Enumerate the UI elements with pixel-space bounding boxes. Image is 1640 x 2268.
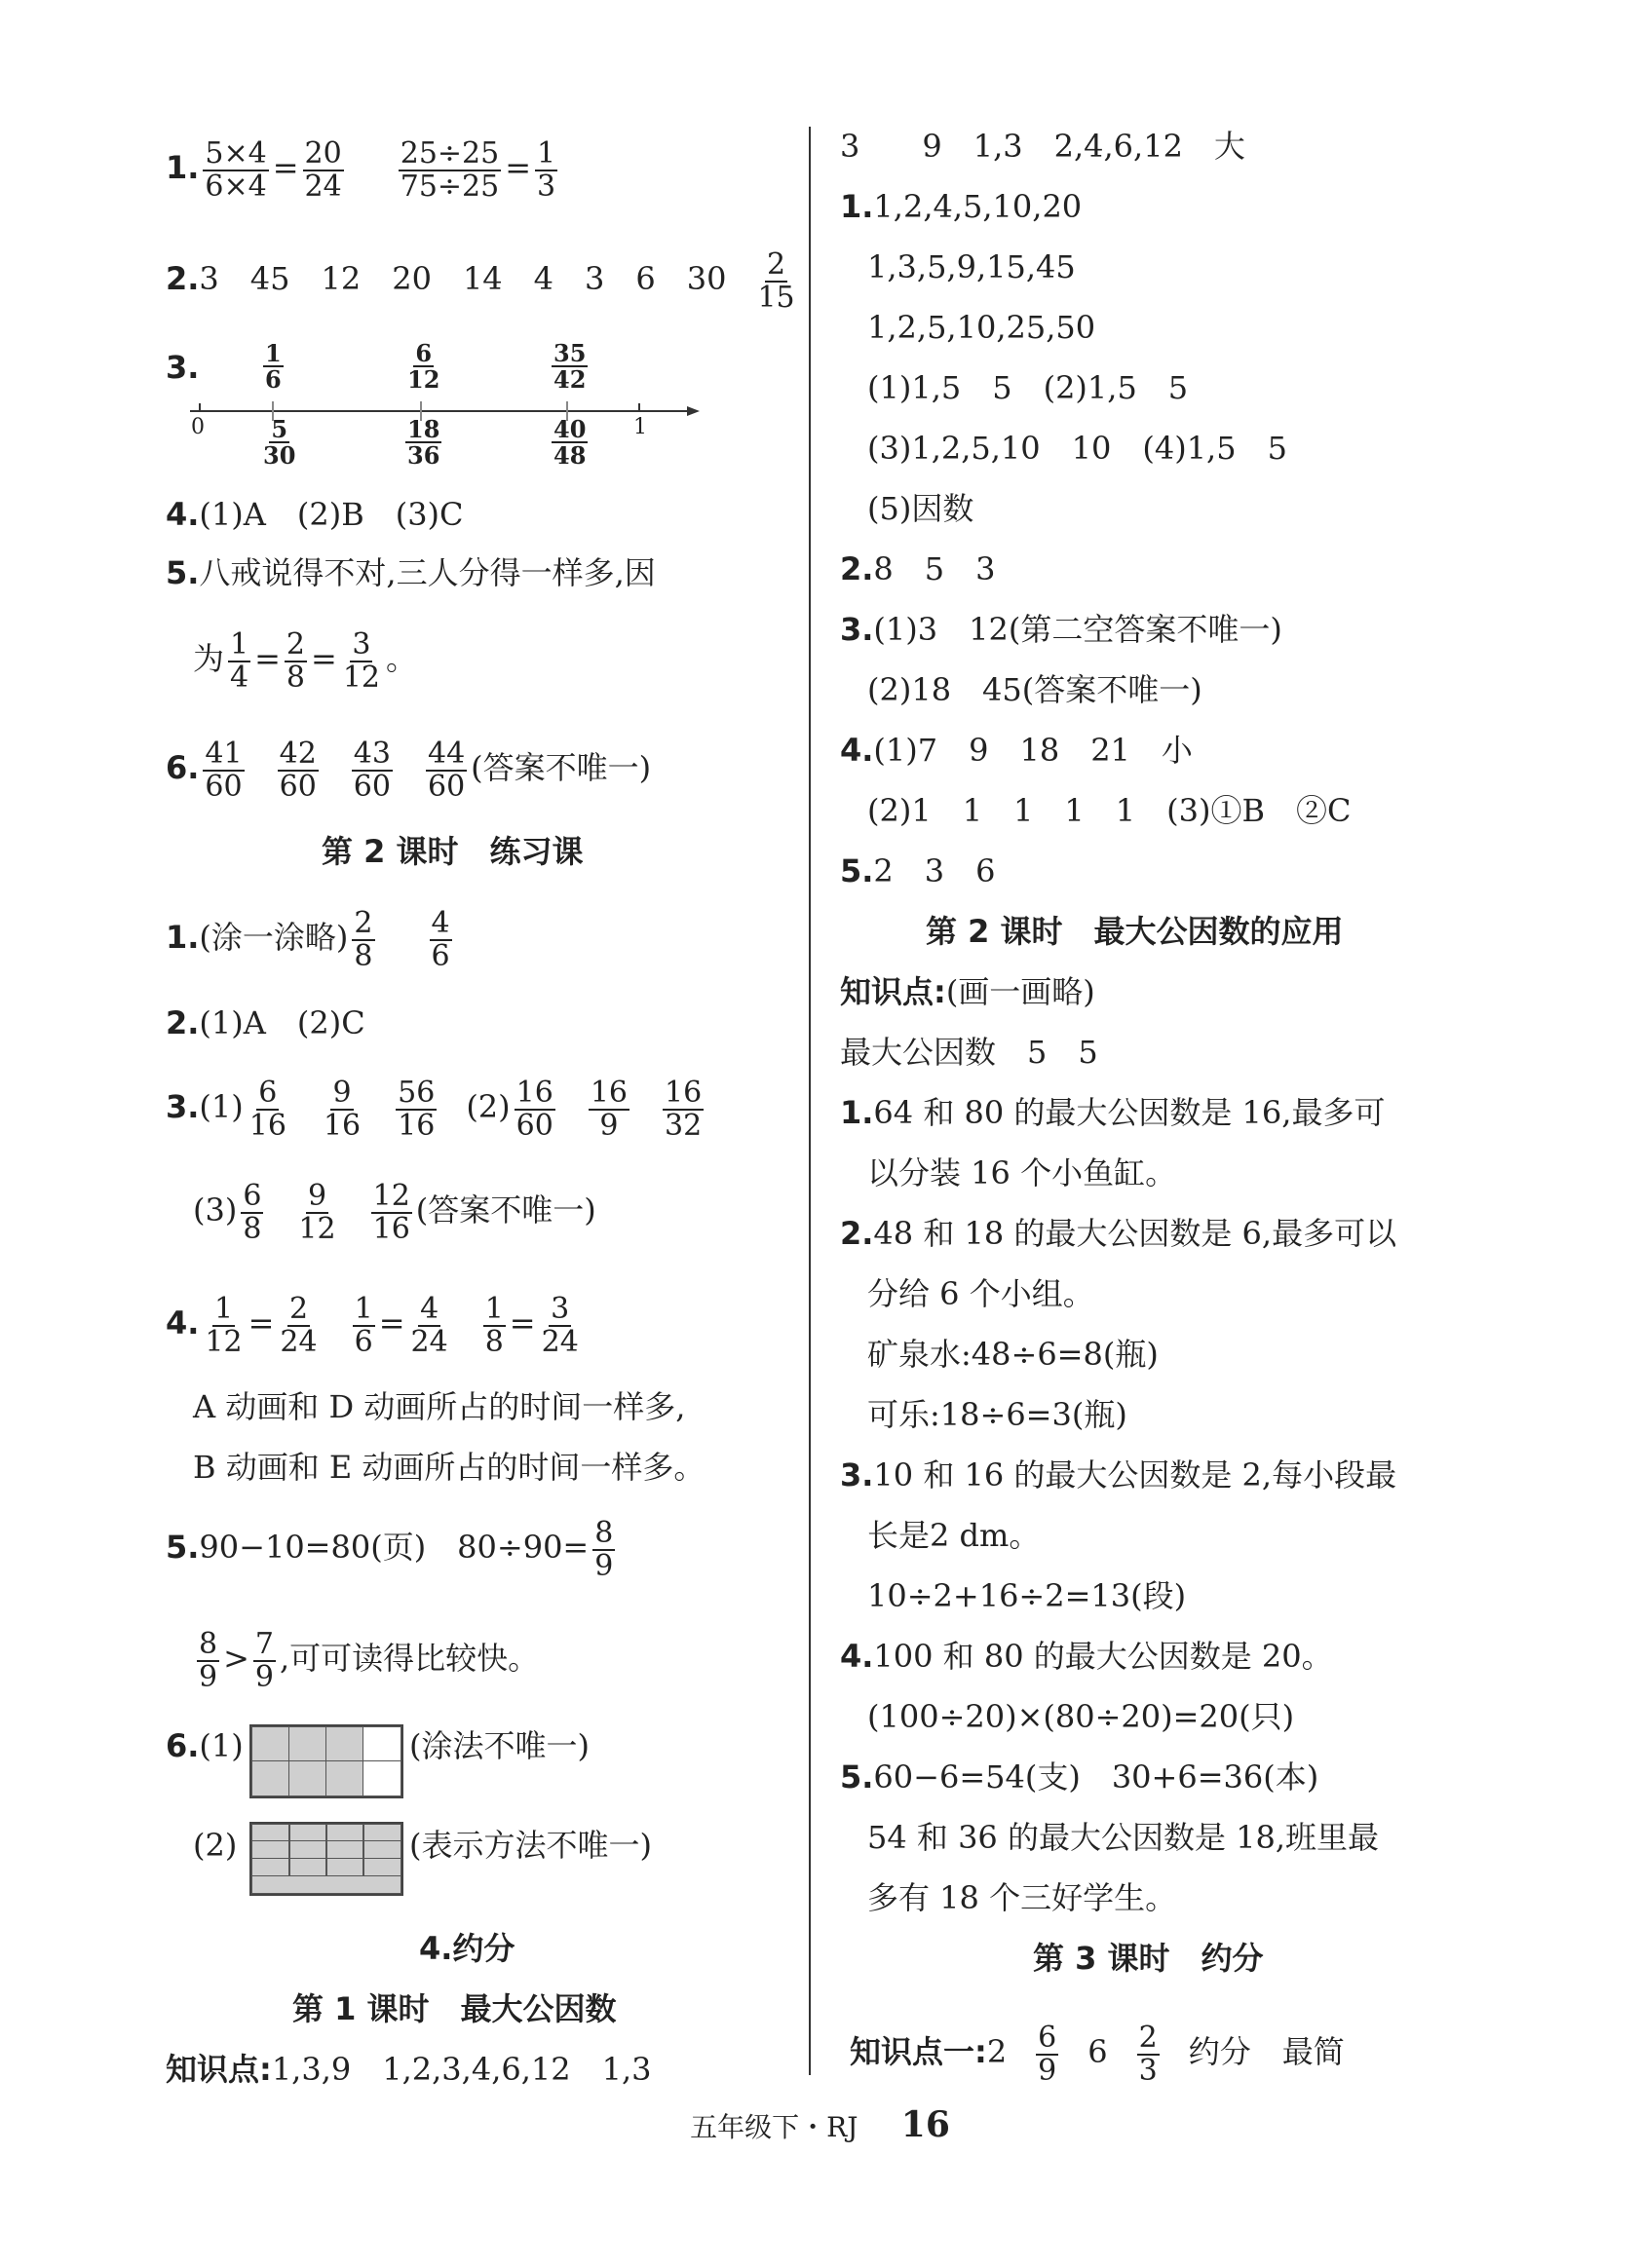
left-p6-note1: (涂法不唯一) — [409, 1727, 590, 1764]
fraction: $\frac{2}{3}$ — [1138, 2021, 1158, 2088]
fraction: 40 48 — [553, 415, 587, 471]
left-p6-note2: (表示方法不唯一) — [409, 1827, 652, 1864]
fraction: $\frac{2}{15}$ — [757, 247, 795, 315]
left-p3-line2: (3) $\frac{6}{8}$ $\frac{9}{12}$ $\frac{12}{16}$ (答案不唯一) — [193, 1179, 596, 1246]
fraction: $\frac{5\times 4}{6\times 4}$ — [205, 136, 267, 204]
right-s4-l1: 4.100 和 80 的最大公因数是 20。 — [840, 1638, 1333, 1675]
fraction: $\frac{56}{16}$ — [398, 1076, 436, 1143]
fraction: $\frac{12}{16}$ — [372, 1179, 410, 1246]
right-s4-l2: (100÷20)×(80÷20)=20(只) — [867, 1698, 1295, 1735]
right-s1-l2: 以分装 16 个小鱼缸。 — [867, 1154, 1177, 1191]
left-q6: 6. $\frac{41}{60}$ $\frac{42}{60}$ $\frac{43}{60}$ $\frac{44}{60}$ (答案不唯一) — [166, 737, 652, 804]
fraction: $\frac{1}{12}$ — [205, 1292, 243, 1359]
page-footer — [0, 2104, 1640, 2145]
left-q4: 4.(1)A (2)B (3)C — [166, 496, 464, 533]
fraction: $\frac{8}{9}$ — [594, 1516, 614, 1583]
right-r2: 2.8 5 3 — [840, 550, 996, 587]
fraction: $\frac{1}{8}$ — [484, 1292, 504, 1359]
left-p5-line2: $\frac{8}{9}$ > $\frac{7}{9}$ ,可可读得比较快。 — [199, 1627, 540, 1694]
left-p6-label: 6.(1) — [166, 1727, 244, 1764]
right-r4-l1: 4.(1)7 9 18 21 小 — [840, 732, 1193, 769]
fraction: $\frac{1}{6}$ — [354, 1292, 373, 1359]
right-r3-l2: (2)18 45(答案不唯一) — [867, 671, 1202, 708]
right-r1-l1: 1.1,2,4,5,10,20 — [840, 188, 1083, 225]
fraction: 35 42 — [553, 339, 587, 395]
right-s2-l2: 分给 6 个小组。 — [867, 1275, 1094, 1312]
right-r1-l6: (5)因数 — [867, 490, 974, 527]
right-s5-l1: 5.60−6=54(支) 30+6=36(本) — [840, 1758, 1319, 1796]
fraction: $\frac{25\div 25}{75\div 25}$ — [400, 136, 500, 204]
right-s2-l4: 可乐:18÷6=3(瓶) — [867, 1396, 1127, 1433]
fraction: $\frac{7}{9}$ — [254, 1627, 274, 1694]
section-title: 4.约分 — [419, 1930, 515, 1967]
left-p1: 1.(涂一涂略) $\frac{2}{8}$ $\frac{4}{6}$ — [166, 906, 450, 973]
right-r1-l4: (1)1,5 5 (2)1,5 5 — [867, 369, 1189, 406]
right-r5: 5.2 3 6 — [840, 852, 996, 889]
left-knowledge: 知识点:1,3,9 1,2,3,4,6,12 1,3 — [166, 2051, 652, 2088]
section-title: 第 3 课时 约分 — [1033, 1940, 1264, 1977]
fraction: $\frac{3}{24}$ — [541, 1292, 579, 1359]
right-s3-l3: 10÷2+16÷2=13(段) — [867, 1577, 1187, 1614]
number-line: 0 1 1 6 6 12 35 42 5 30 18 36 40 48 — [185, 343, 702, 479]
left-p3-line1: 3.(1) $\frac{6}{16}$ $\frac{9}{16}$ $\frac{56}{16}$ (2) $\frac{16}{60}$ $\frac{16}{9}$ $\frac{16}{32}$ — [166, 1076, 703, 1143]
fraction: $\frac{16}{9}$ — [590, 1076, 629, 1143]
fraction: $\frac{3}{12}$ — [342, 627, 381, 695]
grade-label: 五年级下・RJ — [690, 2111, 858, 2143]
left-p5-line1: 5.90−10=80(页) 80÷90= $\frac{8}{9}$ — [166, 1516, 614, 1583]
right-r4-l2: (2)1 1 1 1 1 (3)①B ②C — [867, 792, 1352, 829]
fraction: $\frac{8}{9}$ — [199, 1627, 218, 1694]
right-s3-l2: 长是2 dm。 — [867, 1517, 1041, 1554]
shaded-grid-2 — [249, 1822, 403, 1896]
fraction: $\frac{1}{4}$ — [230, 627, 249, 695]
fraction: $\frac{2}{8}$ — [286, 627, 306, 695]
shaded-grid-1 — [249, 1724, 403, 1798]
right-r3-l1: 3.(1)3 12(第二空答案不唯一) — [840, 611, 1282, 648]
column-divider — [809, 127, 811, 2075]
left-q5-line1: 5.八戒说得不对,三人分得一样多,因 — [166, 554, 656, 591]
left-q1: 1. $\frac{5\times 4}{6\times 4}$ = $\frac{20}{24}$ $\frac{25\div 25}{75\div 25}$ = $\frac{1}{3}$ — [166, 136, 556, 204]
right-r1-l5: (3)1,2,5,10 10 (4)1,5 5 — [867, 430, 1287, 467]
fraction: $\frac{16}{60}$ — [515, 1076, 553, 1143]
right-s2-l1: 2.48 和 18 的最大公因数是 6,最多可以 — [840, 1215, 1397, 1252]
right-line0: 3 9 1,3 2,4,6,12 大 — [840, 128, 1245, 165]
fraction: $\frac{6}{16}$ — [248, 1076, 286, 1143]
page-number: 16 — [900, 2104, 950, 2145]
left-p6-label2: (2) — [193, 1827, 238, 1864]
fraction: $\frac{43}{60}$ — [353, 737, 391, 804]
fraction: $\frac{4}{24}$ — [410, 1292, 448, 1359]
section-subtitle: 第 1 课时 最大公因数 — [292, 1990, 617, 2027]
fraction: $\frac{44}{60}$ — [427, 737, 466, 804]
fraction: $\frac{9}{16}$ — [323, 1076, 362, 1143]
fraction: $\frac{9}{12}$ — [298, 1179, 336, 1246]
left-q3-label: 3. — [166, 349, 200, 386]
right-s3-l1: 3.10 和 16 的最大公因数是 2,每小段最 — [840, 1456, 1397, 1493]
left-p4-line2: A 动画和 D 动画所占的时间一样多, — [193, 1388, 686, 1425]
right-knowledge-3: 知识点一:2 $\frac{6}{9}$ 6 $\frac{2}{3}$ 约分 最简 — [850, 2021, 1345, 2088]
fraction: $\frac{1}{3}$ — [537, 136, 556, 204]
left-p4-line3: B 动画和 E 动画所占的时间一样多。 — [193, 1449, 706, 1486]
fraction: $\frac{6}{9}$ — [1038, 2021, 1057, 2088]
section-title: 第 2 课时 练习课 — [322, 833, 584, 870]
fraction: $\frac{20}{24}$ — [304, 136, 342, 204]
left-q2: 2.3 45 12 20 14 4 3 6 30 $\frac{2}{15}$ — [166, 247, 795, 315]
right-s5-l3: 多有 18 个三好学生。 — [867, 1879, 1177, 1916]
right-knowledge-2: 最大公因数 5 5 — [840, 1034, 1098, 1071]
fraction: $\frac{42}{60}$ — [279, 737, 317, 804]
right-r1-l2: 1,3,5,9,15,45 — [867, 248, 1076, 285]
fraction: $\frac{41}{60}$ — [205, 737, 243, 804]
left-p4-line1: 4. $\frac{1}{12}$ = $\frac{2}{24}$ $\frac{1}{6}$ = $\frac{4}{24}$ $\frac{1}{8}$ = $\frac{3}{24}$ — [166, 1292, 579, 1359]
fraction: $\frac{4}{6}$ — [431, 906, 450, 973]
fraction: $\frac{2}{8}$ — [354, 906, 373, 973]
fraction: $\frac{6}{8}$ — [243, 1179, 262, 1246]
right-s1-l1: 1.64 和 80 的最大公因数是 16,最多可 — [840, 1094, 1386, 1131]
fraction: 5 30 — [263, 415, 296, 471]
right-s2-l3: 矿泉水:48÷6=8(瓶) — [867, 1336, 1159, 1373]
section-title: 第 2 课时 最大公因数的应用 — [926, 913, 1344, 950]
fraction: 1 6 — [265, 339, 282, 395]
right-r1-l3: 1,2,5,10,25,50 — [867, 309, 1096, 346]
fraction: 6 12 — [407, 339, 440, 395]
fraction: $\frac{2}{24}$ — [280, 1292, 318, 1359]
right-knowledge: 知识点:(画一画略) — [840, 973, 1095, 1010]
left-q5-line2: 为 $\frac{1}{4}$ = $\frac{2}{8}$ = $\frac{3}{12}$ 。 — [193, 627, 418, 695]
fraction: $\frac{16}{32}$ — [665, 1076, 703, 1143]
left-p2: 2.(1)A (2)C — [166, 1004, 365, 1041]
right-s5-l2: 54 和 36 的最大公因数是 18,班里最 — [867, 1819, 1380, 1856]
fraction: 18 36 — [407, 415, 440, 471]
